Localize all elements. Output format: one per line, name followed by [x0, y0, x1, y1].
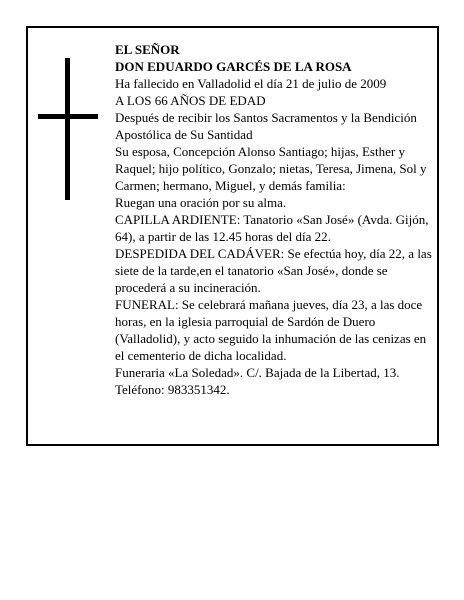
paragraph-family: Su esposa, Concepción Alonso Santiago; hijas, Esther y Raquel; hijo político, Gonzalo; nietas, Teresa, Jimena, Sol y Carmen; hermano, Miguel, y demás familia: [115, 144, 427, 193]
paragraph-funeral: FUNERAL: Se celebrará mañana jueves, día 23, a las doce horas, en la iglesia parroquial de Sardón de Duero (Valladolid), y acto seguido la inhumación de las cenizas en el cementerio de dicha localidad. [115, 297, 427, 363]
paragraph-prayer: Ruegan una oración por su alma. [115, 195, 287, 210]
paragraph-sacraments: Después de recibir los Santos Sacramentos y la Bendición Apostólica de Su Santidad [115, 110, 417, 142]
paragraph-chapel: CAPILLA ARDIENTE: Tanatorio «San José» (Avda. Gijón, 64), a partir de las 12.45 horas del día 22. [115, 212, 429, 244]
notice-text [115, 41, 433, 398]
heading-title: EL SEÑOR [115, 42, 180, 57]
obituary-notice [26, 26, 439, 446]
paragraph-age: A LOS 66 AÑOS DE EDAD [115, 93, 266, 108]
paragraph-death-date: Ha fallecido en Valladolid el día 21 de julio de 2009 [115, 76, 387, 91]
cross-vertical-bar [65, 58, 70, 200]
cross-horizontal-bar [38, 114, 98, 119]
heading-name: DON EDUARDO GARCÉS DE LA ROSA [115, 59, 352, 74]
paragraph-funeral-home: Funeraria «La Soledad». C/. Bajada de la Libertad, 13. Teléfono: 983351342. [115, 365, 400, 397]
paragraph-farewell: DESPEDIDA DEL CADÁVER: Se efectúa hoy, día 22, a las siete de la tarde,en el tanatorio «San José», donde se procederá a su incineración. [115, 246, 432, 295]
cross-icon [38, 58, 98, 200]
